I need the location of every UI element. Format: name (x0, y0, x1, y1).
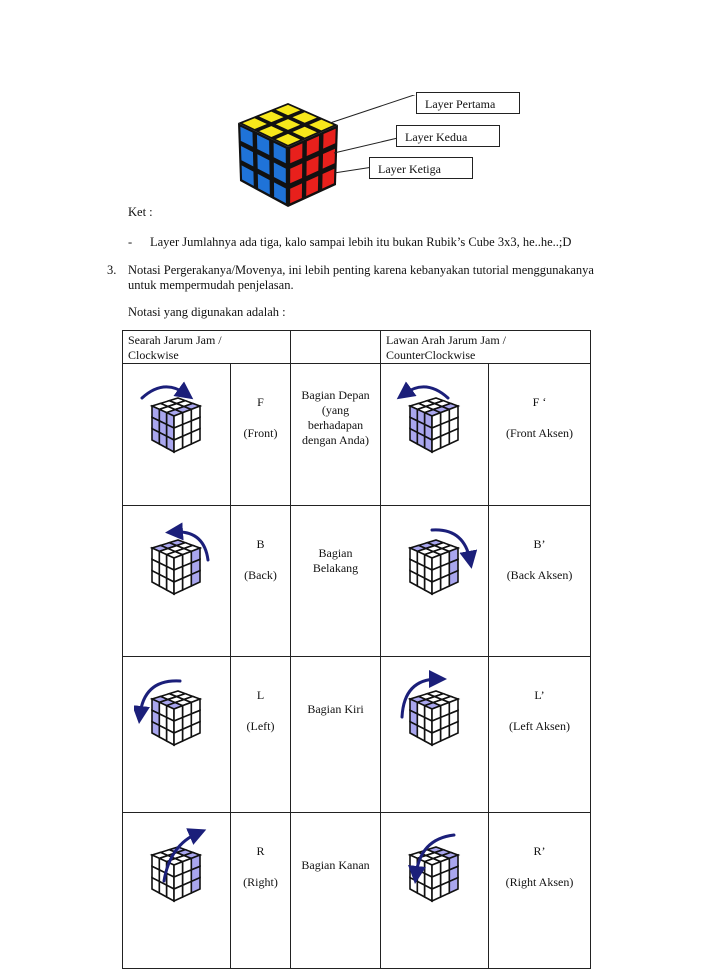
right-cell (174, 729, 183, 745)
ccw-name: (Front Aksen) (506, 426, 574, 440)
cw-image-wrap (123, 813, 230, 911)
left-cell (166, 436, 173, 452)
ccw-image-cell (381, 364, 489, 506)
label-layer-third: Layer Ketiga (369, 157, 473, 179)
spacer (231, 859, 290, 875)
left-cell (417, 432, 424, 448)
spacer (489, 552, 590, 568)
item-number: 3. (107, 263, 117, 277)
ccw-image-wrap (381, 813, 488, 911)
right-cell (432, 885, 441, 901)
cube-front-cw-icon (134, 376, 220, 462)
ccw-notation: F ‘ (532, 395, 547, 409)
description-line: Belakang (312, 561, 359, 575)
cw-name: (Left) (246, 719, 275, 733)
ccw-image-cell (381, 813, 489, 969)
left-cell (159, 574, 166, 590)
ccw-notation-cell (489, 506, 591, 657)
intro-text: Notasi yang digunakan adalah : (128, 305, 286, 319)
cw-notation-cell (231, 364, 291, 506)
description-line: berhadapan (307, 418, 364, 432)
bullet-text: Layer Jumlahnya ada tiga, kalo sampai lebih itu bukan Rubik’s Cube 3x3, he..he..;D (150, 235, 572, 249)
ket-label: Ket : (128, 205, 153, 219)
ccw-notation-cell (489, 364, 591, 506)
leader-line-second (334, 137, 402, 153)
left-cell (166, 578, 173, 594)
description-line: Bagian Depan (301, 388, 370, 402)
cw-notation: L (256, 688, 265, 702)
left-cell (166, 729, 173, 745)
ccw-name: (Back Aksen) (506, 568, 573, 582)
spacer (489, 859, 590, 875)
cw-image-wrap (123, 506, 230, 604)
ccw-notation: B’ (533, 537, 546, 551)
cw-notation: B (256, 537, 265, 551)
ccw-notation-cell (489, 813, 591, 969)
cw-notation: F (257, 395, 264, 409)
description-line: Bagian Kiri (307, 702, 364, 716)
table-row (123, 506, 591, 657)
header-empty (291, 331, 381, 364)
cube-right-cw-icon (134, 825, 220, 911)
cube-back-cw-icon (134, 518, 220, 604)
ccw-image-wrap (381, 657, 488, 755)
header-clockwise-line2: Clockwise (128, 348, 179, 362)
cw-image-wrap (123, 657, 230, 755)
description-line: dengan Anda) (302, 433, 369, 447)
description-line: Bagian Kanan (301, 858, 370, 872)
left-cell (424, 578, 431, 594)
left-cell (417, 725, 424, 741)
cw-name: (Right) (243, 875, 278, 889)
leader-line-third (334, 167, 373, 173)
item-text-line1: Notasi Pergerakanya/Movenya, ini lebih penting karena kebanyakan tutorial menggunakanya (128, 263, 594, 277)
spacer (231, 552, 290, 568)
right-cell (174, 436, 183, 452)
description-cell (291, 506, 381, 657)
right-cell (432, 729, 441, 745)
cw-notation: R (256, 844, 265, 858)
left-cell (166, 885, 173, 901)
left-cell (424, 436, 431, 452)
spacer (489, 703, 590, 719)
ccw-name: (Left Aksen) (509, 719, 570, 733)
bullet-dash: - (128, 235, 133, 249)
label-layer-second: Layer Kedua (396, 125, 500, 147)
cw-notation-cell (231, 657, 291, 813)
spacer (231, 703, 290, 719)
cube-right-ccw-icon (392, 825, 478, 911)
cw-notation-cell (231, 506, 291, 657)
cw-image-cell (123, 364, 231, 506)
table-row (123, 813, 591, 969)
header-ccw-line1: Lawan Arah Jarum Jam / (386, 333, 506, 347)
right-cell (432, 436, 441, 452)
description-line: (yang (321, 403, 350, 417)
table-row (123, 657, 591, 813)
ccw-image-cell (381, 657, 489, 813)
ccw-image-wrap (381, 506, 488, 604)
cube-left-cw-icon (134, 669, 220, 755)
cube-front-ccw-icon (392, 376, 478, 462)
ccw-image-cell (381, 506, 489, 657)
ccw-image-wrap (381, 364, 488, 462)
description-cell (291, 657, 381, 813)
left-cell (159, 725, 166, 741)
description-line: Bagian (318, 546, 353, 560)
left-cell (159, 881, 166, 897)
cw-image-cell (123, 506, 231, 657)
spacer (489, 410, 590, 426)
description-cell (291, 364, 381, 506)
right-cell (432, 578, 441, 594)
table-row (123, 364, 591, 506)
cw-name: (Back) (244, 568, 277, 582)
header-counterclockwise (381, 331, 591, 364)
header-clockwise (123, 331, 291, 364)
left-cell (159, 432, 166, 448)
ccw-notation: L’ (534, 688, 545, 702)
cw-image-cell (123, 657, 231, 813)
header-clockwise-line1: Searah Jarum Jam / (128, 333, 222, 347)
cube-back-ccw-icon (392, 518, 478, 604)
left-cell (424, 729, 431, 745)
left-cell (417, 574, 424, 590)
table-header-row (123, 331, 591, 364)
cw-image-cell (123, 813, 231, 969)
leader-line-first (330, 95, 420, 123)
ccw-notation-cell (489, 657, 591, 813)
cube-left-ccw-icon (392, 669, 478, 755)
notation-table (122, 330, 591, 969)
cw-notation-cell (231, 813, 291, 969)
left-cell (417, 881, 424, 897)
header-ccw-line2: CounterClockwise (386, 348, 476, 362)
cw-name: (Front) (243, 426, 278, 440)
left-cell (424, 885, 431, 901)
description-cell (291, 813, 381, 969)
ccw-notation: R’ (533, 844, 546, 858)
cw-image-wrap (123, 364, 230, 462)
ccw-name: (Right Aksen) (505, 875, 574, 889)
item-text-line2: untuk mempermudah penjelasan. (128, 278, 294, 292)
label-layer-first: Layer Pertama (416, 92, 520, 114)
right-cell (174, 578, 183, 594)
right-cell (174, 885, 183, 901)
rotation-arrow (404, 387, 448, 398)
rotation-arrow (142, 387, 186, 398)
spacer (231, 410, 290, 426)
